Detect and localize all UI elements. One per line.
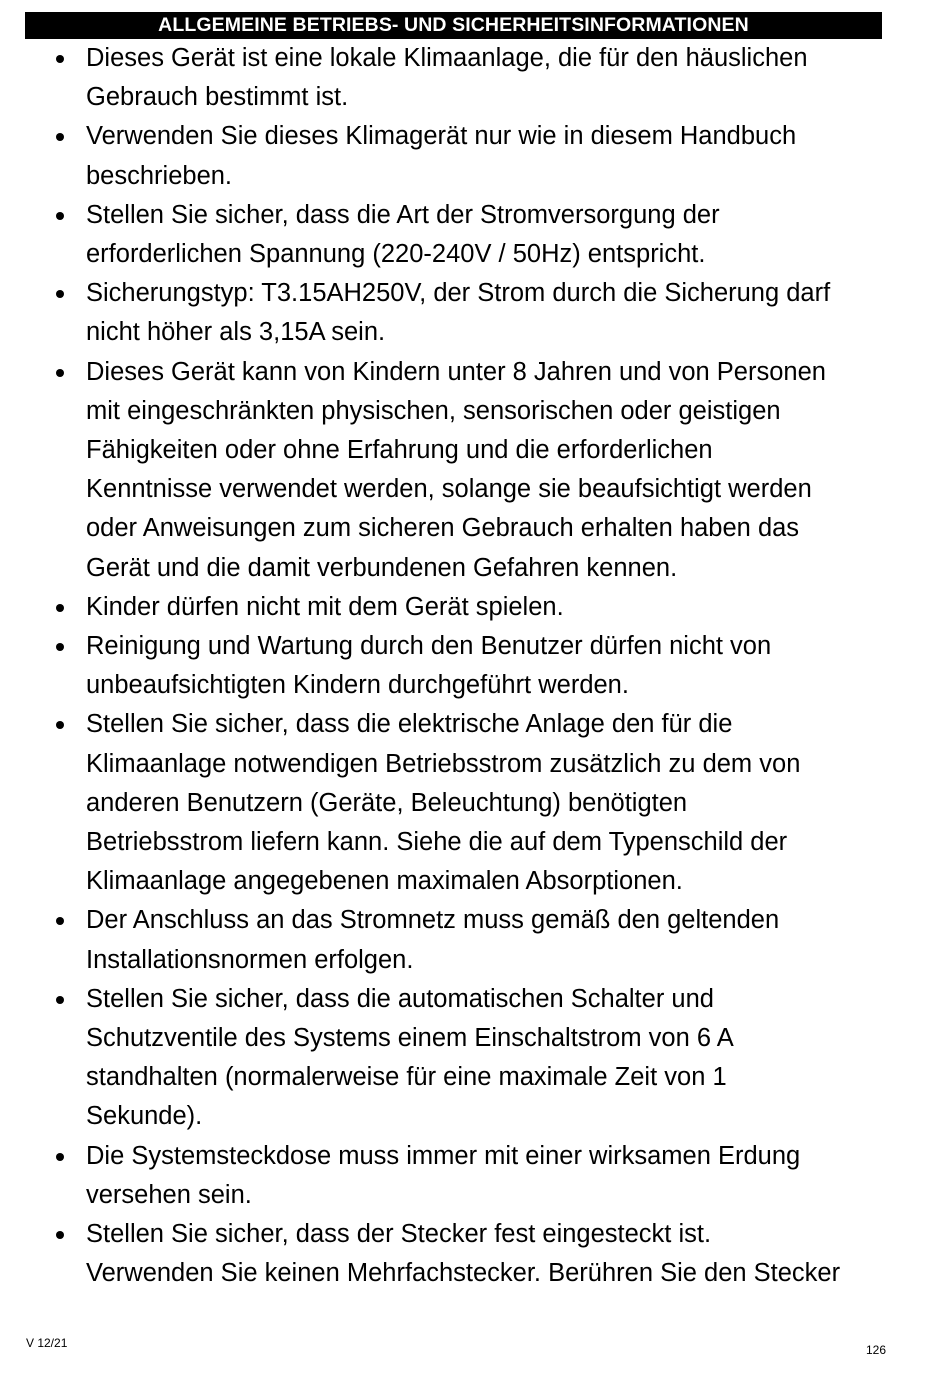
bullet-icon (56, 917, 64, 925)
bullet-icon (56, 1153, 64, 1161)
safety-bullet-list (55, 39, 935, 1294)
bullet-icon (56, 133, 64, 141)
bullet-icon (56, 212, 64, 220)
list-item-text: Dieses Gerät kann von Kindern unter 8 Jahren und von Personen mit eingeschränkten physischen, sensorischen oder geistigen Fähigkeiten oder ohne Erfahrung und die erforderlichen Kenntnisse verwendet werden, solange sie beaufsichtigt werden oder Anweisungen zum sicheren Gebrauch erhalten haben das Gerät und die damit verbundenen Gefahren kennen. (86, 357, 826, 582)
list-item-text: Kinder dürfen nicht mit dem Gerät spielen. (86, 592, 564, 621)
list-item (55, 1215, 935, 1293)
list-item-text: Stellen Sie sicher, dass der Stecker fest eingesteckt ist. Verwenden Sie keinen Mehrfachstecker. Berühren Sie den Stecker (86, 1220, 841, 1288)
list-item-text: Stellen Sie sicher, dass die elektrische Anlage den für die Klimaanlage notwendigen Betriebsstrom zusätzlich zu dem von anderen Benutzern (Geräte, Beleuchtung) benötigten Betriebsstrom liefern kann. Siehe die auf dem Typenschild der Klimaanlage angegebenen maximalen Absorptionen. (86, 710, 801, 896)
list-item-text: Sicherungstyp: T3.15AH250V, der Strom durch die Sicherung darf nicht höher als 3,15A sein. (86, 279, 831, 347)
list-item (55, 274, 935, 352)
list-item-text: Stellen Sie sicher, dass die Art der Stromversorgung der erforderlichen Spannung (220-240V / 50Hz) entspricht. (86, 200, 720, 269)
bullet-icon (56, 996, 64, 1004)
bullet-icon (56, 604, 64, 612)
bullet-icon (56, 290, 64, 298)
list-item-text: Dieses Gerät ist eine lokale Klimaanlage, die für den häuslichen Gebrauch bestimmt ist. (86, 44, 808, 112)
list-item (55, 705, 935, 901)
list-item (55, 588, 935, 627)
bullet-icon (56, 369, 64, 377)
list-item-text: Der Anschluss an das Stromnetz muss gemäß den geltenden Installationsnormen erfolgen. (86, 906, 780, 974)
bullet-icon (56, 721, 64, 729)
list-item (55, 196, 935, 274)
list-item (55, 117, 935, 195)
list-item (55, 353, 935, 588)
bullet-icon (56, 643, 64, 651)
list-item (55, 627, 935, 705)
list-item (55, 901, 935, 979)
list-item-text: Stellen Sie sicher, dass die automatischen Schalter und Schutzventile des Systems einem Einschaltstrom von 6 A standhalten (normalerweise für eine maximale Zeit von 1 Sekunde). (86, 984, 734, 1131)
list-item-text: Reinigung und Wartung durch den Benutzer dürfen nicht von unbeaufsichtigten Kindern durchgeführt werden. (86, 632, 772, 700)
page-number: 126 (866, 1343, 887, 1357)
list-item-text: Verwenden Sie dieses Klimagerät nur wie in diesem Handbuch beschrieben. (86, 122, 797, 190)
document-version: V 12/21 (26, 1336, 68, 1350)
list-item (55, 1137, 935, 1215)
bullet-icon (56, 55, 64, 63)
list-item (55, 39, 935, 117)
list-item-text: Die Systemsteckdose muss immer mit einer wirksamen Erdung versehen sein. (86, 1141, 801, 1209)
bullet-icon (56, 1231, 64, 1239)
section-heading: ALLGEMEINE BETRIEBS- UND SICHERHEITSINFORMATIONEN (25, 12, 882, 39)
list-item (55, 980, 935, 1137)
